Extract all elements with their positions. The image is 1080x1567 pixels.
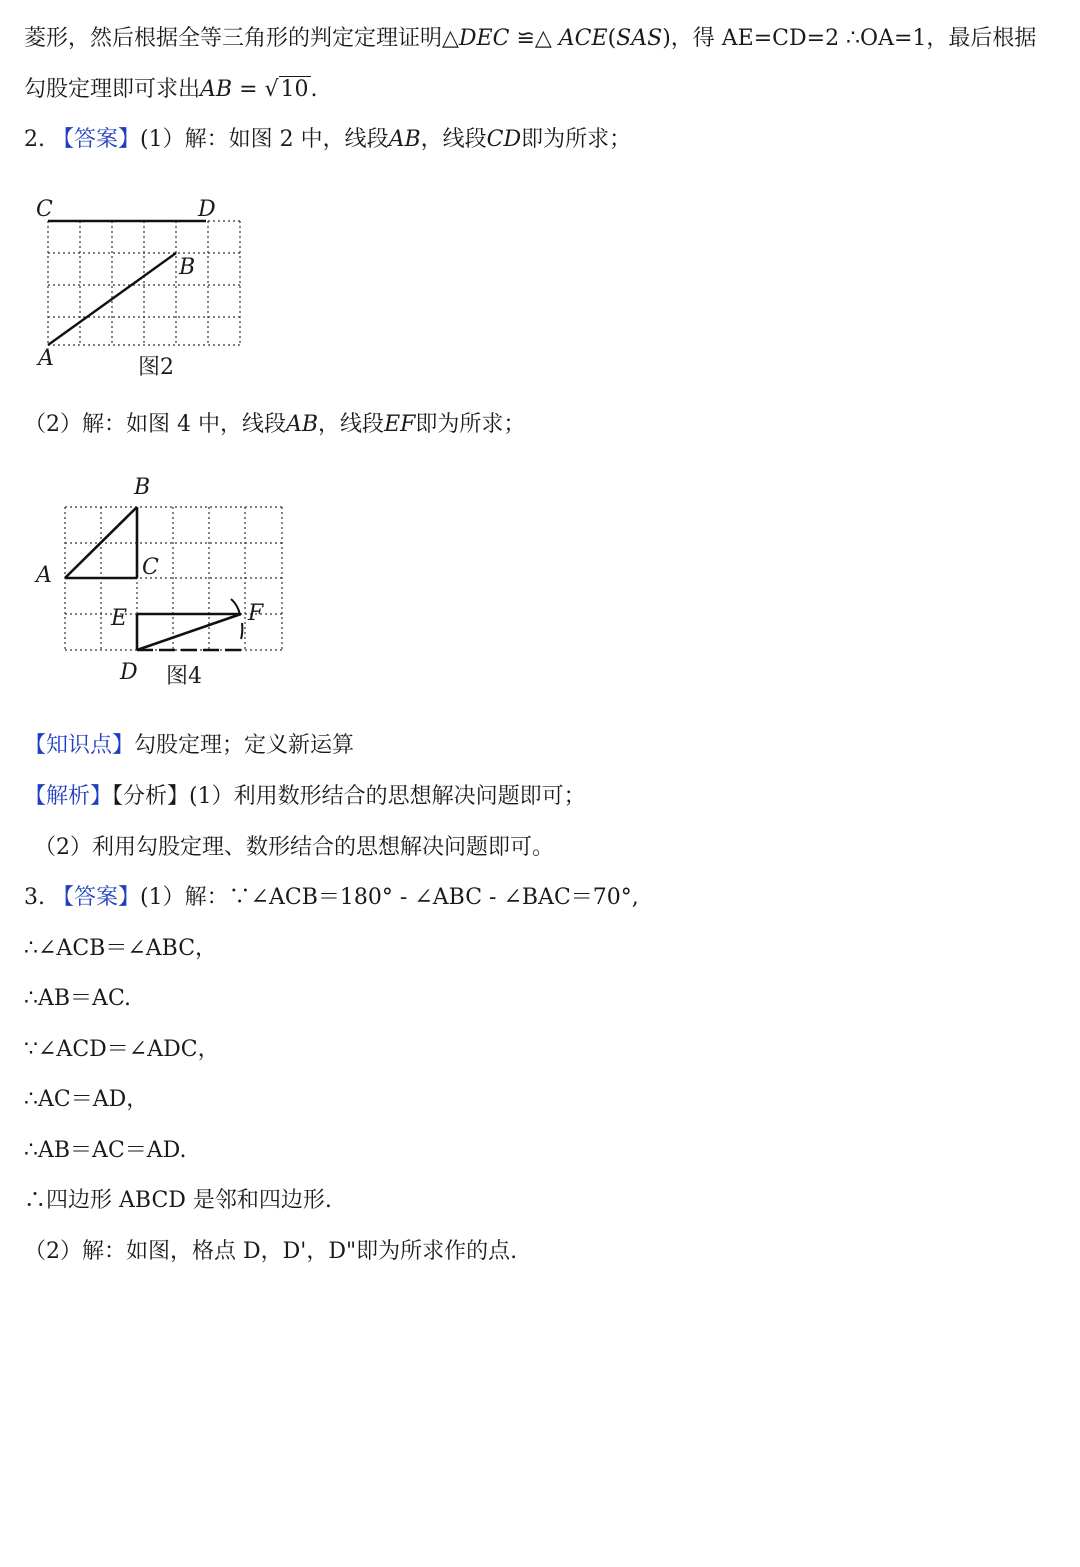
- analysis-text: （2）利用勾股定理、数形结合的思想解决问题即可。: [34, 835, 554, 860]
- sqrt-sign: √: [264, 77, 279, 102]
- q3-line8: [24, 1237, 517, 1267]
- fig4-caption: 图4: [166, 664, 202, 689]
- para1-text: ≌△: [509, 26, 559, 51]
- q3-line3: [24, 984, 131, 1014]
- para1-math: AB: [200, 77, 233, 102]
- para1-math: DEC: [458, 26, 510, 51]
- knowledge-tag: 【知识点】: [24, 733, 135, 758]
- q2-part2-line: [24, 410, 525, 440]
- para1-text: =: [232, 77, 265, 102]
- question-number: 2.: [24, 127, 52, 152]
- para1-math: SAS: [616, 26, 663, 51]
- para1-text: 勾股定理即可求出: [24, 77, 201, 102]
- q3-text: ∵∠ACD＝∠ADC，: [24, 1037, 220, 1062]
- q3-line6: [24, 1136, 187, 1166]
- fig4-label-b: B: [134, 475, 151, 500]
- fig4-triangle-def: [137, 614, 241, 650]
- q3-text: ∴AB＝AC.: [24, 986, 131, 1011]
- q3-line2: [24, 934, 217, 964]
- q3-text: ∴四边形 ABCD 是邻和四边形.: [24, 1188, 332, 1213]
- q2-text: ，线段: [420, 127, 487, 152]
- para1-text: (: [607, 26, 617, 51]
- q3-answer-line: [24, 883, 639, 913]
- para1-text: )，得 AE=CD=2 ∴OA=1，最后根据: [662, 26, 1037, 51]
- para1-text: .: [310, 77, 318, 102]
- q2-text: ，线段: [318, 412, 385, 437]
- fig4-label-a: A: [36, 563, 52, 588]
- analysis-line1: [24, 782, 586, 812]
- analysis-text: (1）利用数形结合的思想解决问题即可；: [189, 784, 586, 809]
- q2-math: AB: [388, 127, 421, 152]
- fig4-label-f: F: [248, 601, 264, 626]
- q3-line4: [24, 1035, 220, 1065]
- q2-math: EF: [384, 412, 416, 437]
- answer-tag: 【答案】: [51, 127, 140, 152]
- fig2-caption: 图2: [138, 355, 174, 380]
- fig2-label-d: D: [198, 197, 216, 222]
- fig2-label-c: C: [36, 197, 53, 222]
- q2-text: 即为所求；: [521, 127, 632, 152]
- q2-answer-line: [24, 125, 631, 155]
- fig4-label-c: C: [142, 555, 159, 580]
- q2-text: 即为所求；: [415, 412, 526, 437]
- para1-line2: [24, 75, 318, 105]
- q2-text: （2）解：如图 4 中，线段: [24, 412, 286, 437]
- figure-4: [0, 465, 320, 700]
- sqrt-expression: [265, 75, 311, 105]
- fig4-arc-mark: [231, 599, 240, 615]
- fig2-grid: [48, 221, 240, 345]
- figure-2: [0, 185, 300, 390]
- fig4-label-e: E: [111, 606, 128, 631]
- q3-text: (1）解：∵∠ACB＝180° - ∠ABC - ∠BAC＝70°,: [140, 885, 639, 910]
- para1-text: 菱形，然后根据全等三角形的判定定理证明△: [24, 26, 459, 51]
- question-number: 3.: [24, 885, 52, 910]
- q3-text: ∴AC＝AD，: [24, 1087, 149, 1112]
- fig2-label-a: A: [38, 346, 54, 371]
- q3-text: ∴∠ACB＝∠ABC，: [24, 936, 218, 961]
- answer-tag: 【答案】: [51, 885, 140, 910]
- sqrt-value: 10: [280, 77, 309, 102]
- para1-math: ACE: [558, 26, 608, 51]
- fig4-arc-mark: [241, 623, 242, 639]
- fig2-label-b: B: [179, 255, 196, 280]
- q3-line5: [24, 1085, 148, 1115]
- q2-text: (1）解：如图 2 中，线段: [140, 127, 389, 152]
- para1-line1: [24, 24, 1036, 54]
- analysis-subtag: 【分析】: [112, 784, 190, 809]
- q2-math: CD: [486, 127, 522, 152]
- q2-math: AB: [285, 412, 319, 437]
- q3-line7: [24, 1186, 332, 1216]
- fig4-label-d: D: [120, 660, 138, 685]
- knowledge-line: [24, 731, 354, 761]
- q3-text: ∴AB＝AC＝AD.: [24, 1138, 187, 1163]
- analysis-tag: 【解析】: [24, 784, 113, 809]
- knowledge-text: 勾股定理；定义新运算: [134, 733, 355, 758]
- analysis-line2: [34, 833, 554, 863]
- q3-text: （2）解：如图，格点 D，D'，D"即为所求作的点.: [24, 1239, 518, 1264]
